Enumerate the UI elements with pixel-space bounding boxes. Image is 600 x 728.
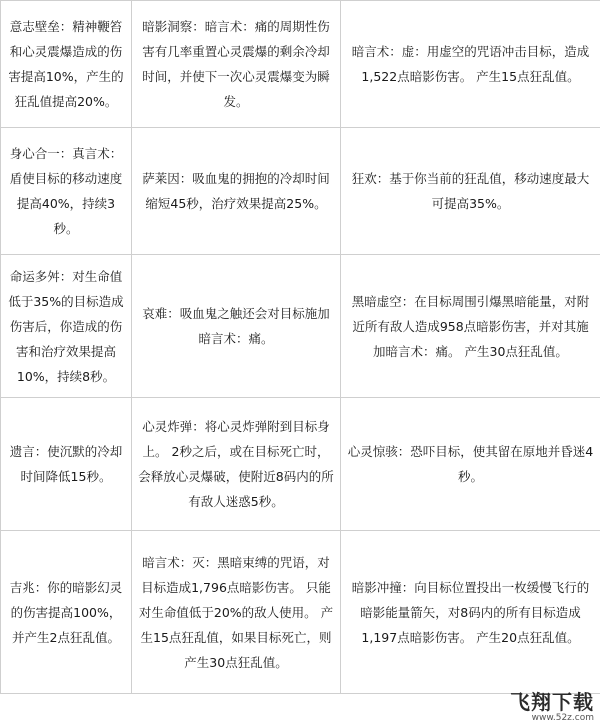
talent-cell [1,128,132,255]
talent-cell [132,128,341,255]
talent-text: 命运多舛：对生命值低于35%的目标造成伤害后，你造成的伤害和治疗效果提高10%，持续8秒。 [8,268,124,384]
talent-text: 吉兆：你的暗影幻灵的伤害提高100%，并产生2点狂乱值。 [9,579,123,645]
watermark-url: www.52z.com [531,713,594,723]
talent-cell [341,531,600,694]
talent-cell [1,398,132,531]
talent-text: 意志壁垒：精神鞭笞和心灵震爆造成的伤害提高10%，产生的狂乱值提高20%。 [8,19,124,109]
talent-text: 黑暗虚空：在目标周围引爆黑暗能量，对附近所有敌人造成958点暗影伤害，并对其施加暗言术：痛。 产生30点狂乱值。 [351,293,590,359]
talent-cell [132,531,341,694]
talent-text: 暗影洞察：暗言术：痛的周期性伤害有几率重置心灵震爆的剩余冷却时间，并使下一次心灵震爆变为瞬发。 [142,19,330,109]
talent-text: 心灵炸弹：将心灵炸弹附到目标身上。 2秒之后，或在目标死亡时，会释放心灵爆破，使附近8码内的所有敌人迷惑5秒。 [138,419,334,509]
talent-text: 身心合一：真言术：盾使目标的移动速度提高40%，持续3秒。 [9,146,123,236]
talent-text: 心灵惊骇：恐吓目标，使其留在原地并昏迷4秒。 [347,444,594,484]
table-row [1,1,600,128]
talent-text: 遗言：使沉默的冷却时间降低15秒。 [9,444,123,484]
talent-text: 暗言术：虚：用虚空的咒语冲击目标，造成1,522点暗影伤害。 产生15点狂乱值。 [351,44,590,84]
talent-text: 萨莱因：吸血鬼的拥抱的冷却时间缩短45秒，治疗效果提高25%。 [142,171,330,211]
talent-cell [132,398,341,531]
talent-cell [341,128,600,255]
talent-cell [341,1,600,128]
table-row [1,398,600,531]
talent-cell [1,1,132,128]
table-row [1,531,600,694]
talent-cell [1,255,132,398]
talent-text: 暗影冲撞：向目标位置投出一枚缓慢飞行的暗影能量箭矢，对8码内的所有目标造成1,197点暗影伤害。 产生20点狂乱值。 [351,579,590,645]
talent-cell [341,398,600,531]
talent-text: 狂欢：基于你当前的狂乱值，移动速度最大可提高35%。 [351,171,590,211]
talent-cell [132,255,341,398]
talent-text: 哀难：吸血鬼之触还会对目标施加暗言术：痛。 [142,306,330,346]
watermark-logo: 飞翔下载 [510,690,594,714]
talent-cell [341,255,600,398]
talent-cell [1,531,132,694]
talent-cell [132,1,341,128]
watermark [510,691,594,724]
talent-text: 暗言术：灭：黑暗束缚的咒语，对目标造成1,796点暗影伤害。 只能对生命值低于20%的敌人使用。 产生15点狂乱值，如果目标死亡，则产生30点狂乱值。 [138,554,334,670]
table-row [1,128,600,255]
table-row [1,255,600,398]
